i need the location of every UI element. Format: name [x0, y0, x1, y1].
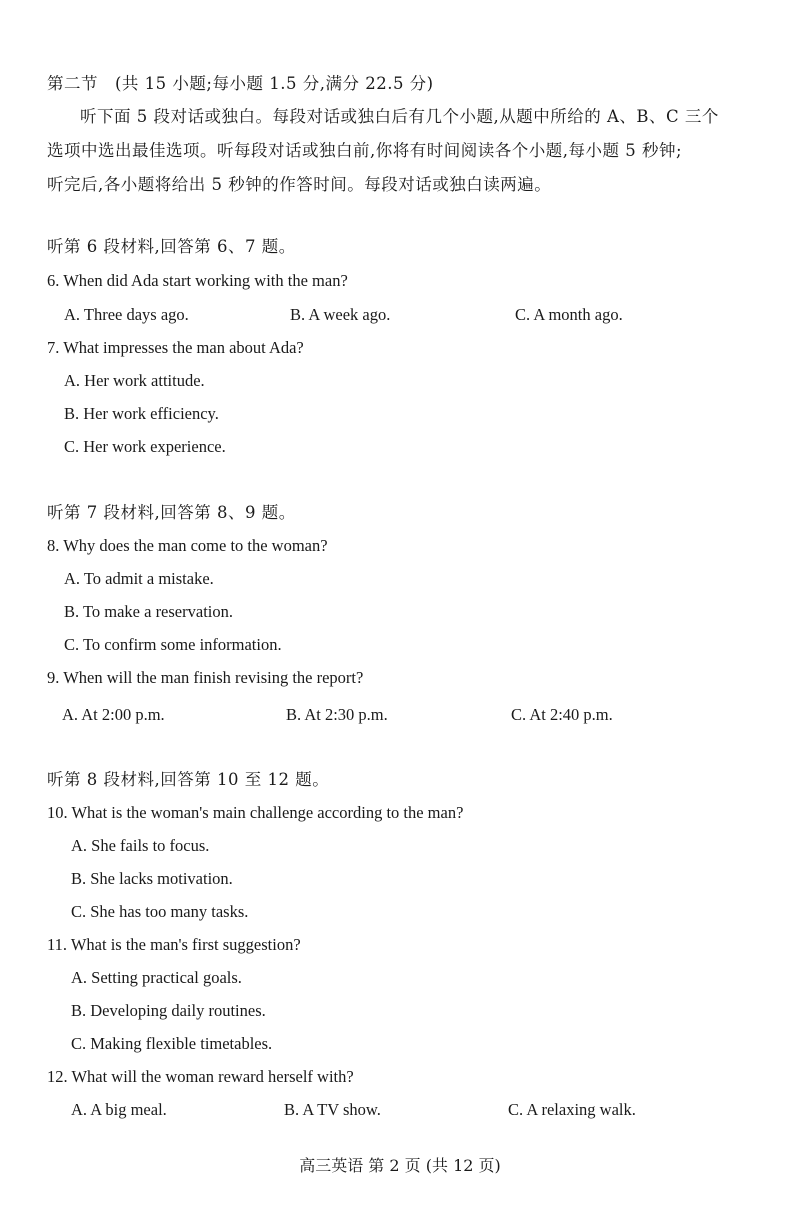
- option-c: C. Making flexible timetables.: [71, 1034, 273, 1053]
- question-stem: 11. What is the man's first suggestion?: [47, 935, 301, 954]
- option-b: B. A TV show.: [284, 1100, 381, 1119]
- question-stem: 8. Why does the man come to the woman?: [47, 536, 328, 555]
- page-footer: 高三英语 第 2 页 (共 12 页): [299, 1156, 501, 1175]
- option-a: A. To admit a mistake.: [64, 569, 214, 588]
- group-intro: 听第 6 段材料,回答第 6、7 题。: [47, 237, 296, 256]
- option-b: B. A week ago.: [290, 305, 391, 324]
- option-c: C. Her work experience.: [64, 437, 226, 456]
- instruction-line: 选项中选出最佳选项。听每段对话或独白前,你将有时间阅读各个小题,每小题 5 秒钟;: [47, 141, 683, 160]
- option-a: A. Three days ago.: [64, 305, 189, 324]
- instruction-line: 听下面 5 段对话或独白。每段对话或独白后有几个小题,从题中所给的 A、B、C 三个: [80, 107, 719, 126]
- option-c: C. She has too many tasks.: [71, 902, 249, 921]
- option-b: B. To make a reservation.: [64, 602, 233, 621]
- option-a: A. A big meal.: [71, 1100, 167, 1119]
- group-intro: 听第 8 段材料,回答第 10 至 12 题。: [47, 770, 330, 789]
- option-a: A. She fails to focus.: [71, 836, 210, 855]
- option-c: C. At 2:40 p.m.: [511, 705, 613, 724]
- option-b: B. She lacks motivation.: [71, 869, 233, 888]
- question-stem: 12. What will the woman reward herself with?: [47, 1067, 354, 1086]
- section-heading: 第二节 (共 15 小题;每小题 1.5 分,满分 22.5 分): [47, 74, 434, 93]
- question-stem: 10. What is the woman's main challenge according to the man?: [47, 803, 464, 822]
- option-c: C. A month ago.: [515, 305, 623, 324]
- option-c: C. A relaxing walk.: [508, 1100, 636, 1119]
- question-stem: 6. When did Ada start working with the man?: [47, 271, 348, 290]
- question-stem: 7. What impresses the man about Ada?: [47, 338, 304, 357]
- option-b: B. Developing daily routines.: [71, 1001, 266, 1020]
- option-b: B. Her work efficiency.: [64, 404, 219, 423]
- option-a: A. At 2:00 p.m.: [62, 705, 165, 724]
- option-a: A. Her work attitude.: [64, 371, 205, 390]
- question-stem: 9. When will the man finish revising the report?: [47, 668, 364, 687]
- option-c: C. To confirm some information.: [64, 635, 282, 654]
- group-intro: 听第 7 段材料,回答第 8、9 题。: [47, 503, 296, 522]
- option-b: B. At 2:30 p.m.: [286, 705, 388, 724]
- option-a: A. Setting practical goals.: [71, 968, 242, 987]
- instruction-line: 听完后,各小题将给出 5 秒钟的作答时间。每段对话或独白读两遍。: [47, 175, 552, 194]
